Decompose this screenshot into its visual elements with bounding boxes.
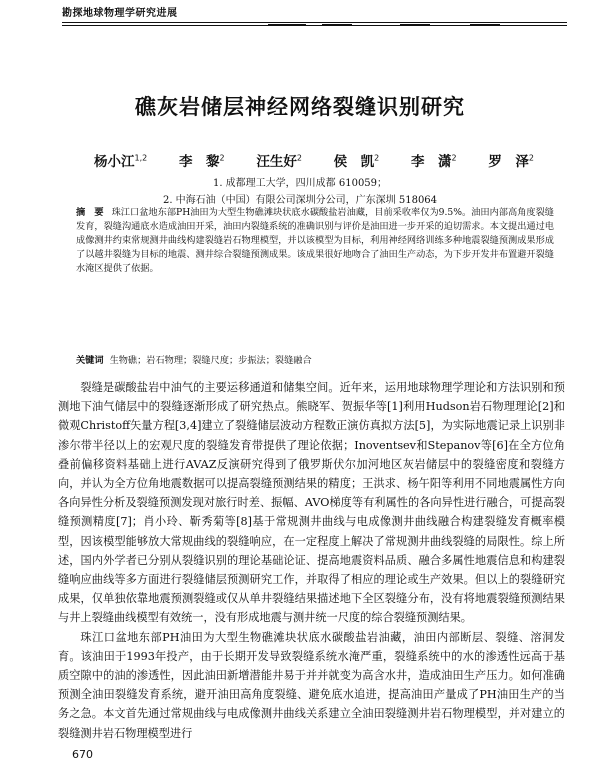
body-text (58, 378, 565, 743)
author-affiliation-mark: 2 (374, 153, 380, 163)
author (94, 150, 147, 170)
abstract-text: 珠江口盆地东部PH油田为大型生物礁滩块状底水碳酸盐岩油藏，目前采收率仅为9.5%。油田内部高角度裂缝发育，裂缝沟通底水造成油田开采，油田内裂缝系统的准确识别与评价是油田进一步开采的迫切需求。本文提出通过电成像测井约束常规测井曲线构建裂缝岩石物理模型，并以该模型为目标，利用神经网络训练多种地震裂缝预测成果形成了以越井裂缝为目标的地震、测井综合裂缝预测成果。该成果很好地吻合了油田生产动态，为下步开发井布置避开裂缝水淹区提供了依据。 (76, 207, 554, 274)
header-rule-thin (62, 25, 567, 26)
affiliation: 2. 中海石油（中国）有限公司深圳分公司，广东深圳 518064 (162, 195, 438, 206)
author-affiliation-mark: 2 (451, 153, 457, 163)
body-paragraph: 裂缝是碳酸盐岩中油气的主要运移通道和储集空间。近年来，运用地球物理学理论和方法识别和预测地下油气储层中的裂缝逐渐形成了研究热点。熊晓军、贺振华等[1]利用Hudson岩石物理理论[2]和微观Christoff矢量方程[3,4]建立了裂缝储层波动方程数正演仿真拟方法[5]，为实际地震记录上识别非渗尔带半径以上的宏观尺度的裂缝发育带提供了理论依据；Inoventsev和Stepanov等[6]在全方位角叠前偏移资料基础上进行AVAZ反演研究得到了俄罗斯伏尔加河地区灰岩储层中的裂缝密度和裂缝方向，并认为全方位角地震数据可以提高裂缝预测结果的精度；王洪求、杨午阳等利用不同地震属性方向各向异性分析及裂缝预测发现对旅行时差、振幅、AVO梯度等有利属性的各向异性进行融合，可提高裂缝预测精度[7]；肖小玲、靳秀菊等[8]基于常规测井曲线与电成像测井曲线融合构建裂缝发育概率模型，因该模型能够放大常规曲线的裂缝响应，在一定程度上解决了常规测井曲线裂缝的局限性。综上所述，国内外学者已分别从裂缝识别的理论基础论证、提高地震资料品质、融合多属性地震信息和构建裂缝响应曲线等多方面进行裂缝储层预测研究工作，并取得了相应的理论或生产效果。但以上的裂缝研究成果，仅单独依靠地震预测裂缝或仅从单井裂缝结果描述地下全区裂缝分布，没有将地震裂缝预测结果与井上裂缝曲线模型有效统一，没有形成地震与测井统一尺度的综合裂缝预测结果。 (58, 381, 565, 625)
page-number: 670 (72, 748, 93, 761)
keywords-text: 生物礁；岩石物理；裂缝尺度；步振法；裂缝融合 (109, 355, 312, 366)
author-affiliation-mark: 2 (296, 153, 302, 163)
author-affiliation-mark: 1,2 (134, 153, 148, 163)
author-name: 李 潇 (411, 154, 452, 170)
author (334, 150, 380, 170)
abstract (76, 206, 554, 276)
author (256, 150, 302, 170)
author-name: 侯 凯 (333, 154, 375, 170)
author (179, 150, 225, 170)
paper-title: 礁灰岩储层神经网络裂缝识别研究 (135, 95, 465, 119)
header-rule (62, 22, 567, 23)
affiliation: 1. 成都理工大学，四川成都 610059； (212, 178, 388, 189)
author-name: 汪生好 (256, 154, 297, 170)
keywords (76, 354, 554, 368)
journal-header: 勘探地球物理学研究进展 (62, 8, 178, 19)
abstract-label: 摘 要 (76, 207, 104, 218)
header-decoration-mark (268, 24, 306, 25)
author-name: 杨小江 (94, 154, 135, 170)
author (488, 150, 534, 170)
author-affiliation-mark: 2 (219, 153, 225, 163)
header-decoration-mark (322, 24, 352, 25)
author-list (94, 150, 534, 170)
author (411, 150, 457, 170)
keywords-label: 关键词 (76, 355, 104, 366)
author-name: 李 黎 (178, 154, 220, 170)
body-paragraph: 珠江口盆地东部PH油田为大型生物礁滩块状底水碳酸盐岩油藏，油田内部断层、裂缝、溶洞发育。该油田于1993年投产，由于长期开发导致裂缝系统水淹严重，裂缝系统中的水的渗透性远高于基质空隙中的油的渗透性，因此油田新增潜能井易于并并就变为高含水井，造成油田生产压力。如何准确预测全油田裂缝发育系统，避开油田高角度裂缝、避免底水追进，提高油田产量成了PH油田生产的当务之急。本文首先通过常规曲线与电成像测井曲线关系建立全油田裂缝测井岩石物理模型，并对建立的裂缝测井岩石物理模型进行 (58, 630, 565, 740)
header-decoration-mark (400, 24, 430, 25)
author-name: 罗 泽 (488, 154, 529, 170)
author-affiliation-mark: 2 (528, 153, 534, 163)
header-decoration-mark (470, 24, 500, 25)
